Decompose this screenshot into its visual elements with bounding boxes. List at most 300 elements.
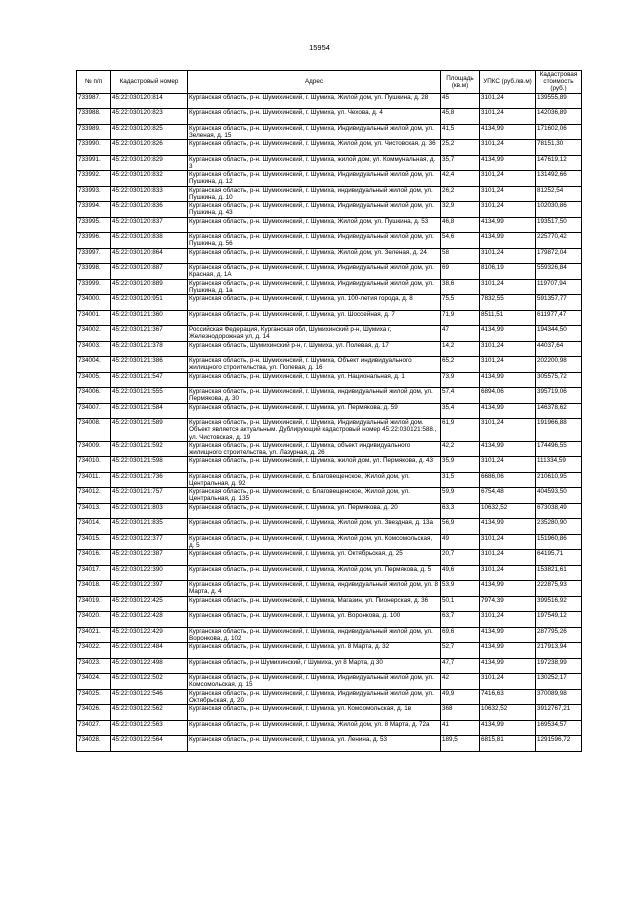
- cell-index: 734021.: [77, 627, 111, 643]
- cell-cadastral-value: 194344,50: [536, 326, 582, 342]
- cell-cadastral-value: 191966,88: [536, 419, 582, 442]
- cell-cadastral-number: 45:22:030120:833: [111, 186, 188, 202]
- table-row: [77, 341, 582, 357]
- cell-index: 734007.: [77, 403, 111, 419]
- table-row: [77, 140, 582, 156]
- cell-area: 71,9: [441, 310, 480, 326]
- cell-address: Курганская область, р-н. Шумихинский, г. Шумиха, объект индивидуального жилищного строительства, ул. Лазурная, д. 26: [188, 441, 441, 457]
- cell-address: Курганская область, р-н Шумихинский, г Шумиха, ул 8 Марта, д 30: [188, 658, 441, 674]
- table-body: [77, 93, 582, 751]
- cell-area: 45,8: [441, 109, 480, 125]
- cell-upks: 7832,55: [480, 295, 536, 311]
- cell-upks: 3101,24: [480, 171, 536, 187]
- cell-cadastral-value: 169534,57: [536, 720, 582, 736]
- cell-area: 35,9: [441, 457, 480, 473]
- cell-index: 733988.: [77, 109, 111, 125]
- table-row: [77, 720, 582, 736]
- cell-area: 58: [441, 248, 480, 264]
- cell-index: 733989.: [77, 124, 111, 140]
- cell-upks: 4134,99: [480, 124, 536, 140]
- table-row: [77, 186, 582, 202]
- cell-upks: 3101,24: [480, 186, 536, 202]
- cell-address: Курганская область, р-н. Шумихинский, г. Шумиха, Жилой дом, ул. Комсомольская, д. 5: [188, 534, 441, 550]
- cell-address: Курганская область, р-н. Шумихинский, г. Шумиха, ул. 100-летия города, д. 8: [188, 295, 441, 311]
- table-row: [77, 295, 582, 311]
- cell-cadastral-value: 171602,06: [536, 124, 582, 140]
- table-row: [77, 155, 582, 171]
- cell-cadastral-number: 45:22:030121:598: [111, 457, 188, 473]
- cell-cadastral-value: 217913,94: [536, 643, 582, 659]
- cell-upks: 3101,24: [480, 419, 536, 442]
- cell-upks: 7974,39: [480, 596, 536, 612]
- cell-cadastral-value: 370089,98: [536, 689, 582, 705]
- cell-area: 54,6: [441, 233, 480, 249]
- cell-index: 734018.: [77, 581, 111, 597]
- cell-cadastral-number: 45:22:030122:498: [111, 658, 188, 674]
- table-row: [77, 612, 582, 628]
- cell-index: 734003.: [77, 341, 111, 357]
- cell-address: Курганская область, р-н. Шумихинский, г. Шумиха, Индивидуальный жилой дом, ул. Пушкина, д. 56: [188, 233, 441, 249]
- cell-address: Курганская область, р-н. Шумихинский, г. Шумиха, Индивидуальный жилой дом, ул. Комсомольская, д. 15: [188, 674, 441, 690]
- cell-address: Курганская область, р-н. Шумихинский, г. Шумиха, индивидуальный жилой дом, ул. Пушкина, д. 10: [188, 186, 441, 202]
- cell-upks: 3101,24: [480, 341, 536, 357]
- cell-upks: 4134,99: [480, 658, 536, 674]
- cell-address: Курганская область, р-н. Шумихинский, г. Шумиха, индивидуальный жилой дом, ул. Воронкова, д. 102: [188, 627, 441, 643]
- cell-cadastral-number: 45:22:030121:835: [111, 519, 188, 535]
- cell-cadastral-value: 81252,54: [536, 186, 582, 202]
- cell-cadastral-value: 130252,17: [536, 674, 582, 690]
- cell-address: Курганская область, р-н. Шумихинский, г. Шумиха, Жилой дом, ул. 8 Марта, д. 72а: [188, 720, 441, 736]
- cell-area: 47: [441, 326, 480, 342]
- cell-upks: 4134,99: [480, 581, 536, 597]
- cell-upks: 4134,99: [480, 519, 536, 535]
- cell-cadastral-value: 64195,71: [536, 550, 582, 566]
- cell-cadastral-value: 404593,50: [536, 488, 582, 504]
- cell-cadastral-number: 45:22:030121:589: [111, 419, 188, 442]
- cell-cadastral-number: 45:22:030120:829: [111, 155, 188, 171]
- cell-index: 733996.: [77, 233, 111, 249]
- cell-cadastral-value: 44037,64: [536, 341, 582, 357]
- cell-index: 734010.: [77, 457, 111, 473]
- cell-cadastral-value: 147619,12: [536, 155, 582, 171]
- cell-cadastral-number: 45:22:030121:555: [111, 388, 188, 404]
- cell-area: 25,2: [441, 140, 480, 156]
- cell-upks: 4134,99: [480, 155, 536, 171]
- cell-cadastral-number: 45:22:030120:889: [111, 279, 188, 295]
- cell-address: Курганская область, Шумихинский р-н, г. Шумиха, ул. Полевая, д. 17: [188, 341, 441, 357]
- cell-area: 57,4: [441, 388, 480, 404]
- table-row: [77, 705, 582, 721]
- cell-upks: 3101,24: [480, 457, 536, 473]
- table-row: [77, 674, 582, 690]
- cell-cadastral-number: 45:22:030122:428: [111, 612, 188, 628]
- cell-cadastral-number: 45:22:030121:584: [111, 403, 188, 419]
- cell-address: Курганская область, р-н. Шумихинский, г. Шумиха, Жилой дом, ул. Пермякова, д. 5: [188, 565, 441, 581]
- cell-cadastral-value: 78151,30: [536, 140, 582, 156]
- cell-cadastral-value: 142036,89: [536, 109, 582, 125]
- cell-area: 63,7: [441, 612, 480, 628]
- table-row: [77, 217, 582, 233]
- cell-cadastral-value: 3912767,21: [536, 705, 582, 721]
- page-number: 15954: [309, 43, 330, 52]
- table-row: [77, 441, 582, 457]
- cell-index: 734002.: [77, 326, 111, 342]
- cell-index: 734004.: [77, 357, 111, 373]
- cell-cadastral-number: 45:22:030122:390: [111, 565, 188, 581]
- table-row: [77, 457, 582, 473]
- cell-index: 734015.: [77, 534, 111, 550]
- cell-address: Курганская область, р-н. Шумихинский, с. Благовещенское, Жилой дом, ул. Центральная, д. 92: [188, 472, 441, 488]
- cell-upks: 3101,24: [480, 565, 536, 581]
- table-row: [77, 326, 582, 342]
- table-row: [77, 403, 582, 419]
- table-row: [77, 233, 582, 249]
- cell-upks: 8106,19: [480, 264, 536, 280]
- cell-cadastral-value: 611977,47: [536, 310, 582, 326]
- cell-index: 734006.: [77, 388, 111, 404]
- cell-cadastral-value: 305575,72: [536, 372, 582, 388]
- cell-index: 734011.: [77, 472, 111, 488]
- cell-area: 73,9: [441, 372, 480, 388]
- cell-index: 734008.: [77, 419, 111, 442]
- table-row: [77, 472, 582, 488]
- cell-cadastral-number: 45:22:030120:864: [111, 248, 188, 264]
- header-address: Адрес: [188, 71, 441, 94]
- cell-cadastral-number: 45:22:030120:887: [111, 264, 188, 280]
- cell-address: Курганская область, р-н. Шумихинский, г. Шумиха, ул. Октябрьская, д. 25: [188, 550, 441, 566]
- cell-area: 42,4: [441, 171, 480, 187]
- cell-index: 734027.: [77, 720, 111, 736]
- header-area: Площадь (кв.м): [441, 71, 480, 94]
- cell-index: 733999.: [77, 279, 111, 295]
- cell-cadastral-value: 222875,93: [536, 581, 582, 597]
- cell-upks: 3101,24: [480, 674, 536, 690]
- table-row: [77, 550, 582, 566]
- cell-area: 52,7: [441, 643, 480, 659]
- cell-area: 75,5: [441, 295, 480, 311]
- cell-address: Курганская область, р-н. Шумихинский, г. Шумиха, ул. Национальная, д. 1: [188, 372, 441, 388]
- cell-area: 63,3: [441, 503, 480, 519]
- cell-area: 49,9: [441, 689, 480, 705]
- table-row: [77, 643, 582, 659]
- cell-cadastral-value: 673038,49: [536, 503, 582, 519]
- cell-cadastral-number: 45:22:030121:386: [111, 357, 188, 373]
- cell-upks: 3101,24: [480, 109, 536, 125]
- table-header-row: [77, 71, 582, 94]
- cell-address: Курганская область, р-н. Шумихинский, г. Шумиха, Индивидуальный жилой дом, ул. Октябрьская, д. 20: [188, 689, 441, 705]
- cell-upks: 6894,06: [480, 388, 536, 404]
- cell-upks: 4134,99: [480, 326, 536, 342]
- cell-cadastral-number: 45:22:030121:803: [111, 503, 188, 519]
- cell-cadastral-number: 45:22:030122:546: [111, 689, 188, 705]
- cadastral-table: [76, 70, 582, 752]
- cell-area: 35,7: [441, 155, 480, 171]
- cell-cadastral-value: 210610,95: [536, 472, 582, 488]
- cell-upks: 4134,99: [480, 720, 536, 736]
- cell-upks: 4134,99: [480, 403, 536, 419]
- cell-cadastral-number: 45:22:030122:564: [111, 736, 188, 752]
- cell-cadastral-number: 45:22:030122:429: [111, 627, 188, 643]
- table-row: [77, 736, 582, 752]
- cell-index: 734009.: [77, 441, 111, 457]
- cell-cadastral-value: 197238,99: [536, 658, 582, 674]
- cell-area: 32,9: [441, 202, 480, 218]
- cell-address: Курганская область, р-н. Шумихинский, г. Шумиха, ул. Чехова, д. 4: [188, 109, 441, 125]
- table-row: [77, 279, 582, 295]
- cell-area: 50,1: [441, 596, 480, 612]
- cell-index: 733991.: [77, 155, 111, 171]
- cell-cadastral-number: 45:22:030122:502: [111, 674, 188, 690]
- table-row: [77, 202, 582, 218]
- cell-index: 733990.: [77, 140, 111, 156]
- cell-cadastral-value: 139555,89: [536, 93, 582, 109]
- table-row: [77, 689, 582, 705]
- cell-area: 56,9: [441, 519, 480, 535]
- cell-cadastral-number: 45:22:030122:377: [111, 534, 188, 550]
- table-row: [77, 596, 582, 612]
- cell-index: 734023.: [77, 658, 111, 674]
- cell-cadastral-value: 111334,59: [536, 457, 582, 473]
- cell-upks: 3101,24: [480, 140, 536, 156]
- cell-cadastral-value: 151960,86: [536, 534, 582, 550]
- cell-cadastral-number: 45:22:030120:837: [111, 217, 188, 233]
- cell-address: Курганская область, р-н. Шумихинский, г. Шумиха, Индивидуальный жилой дом, ул. Зеленая, д. 15: [188, 124, 441, 140]
- cell-index: 733993.: [77, 186, 111, 202]
- cell-area: 42,2: [441, 441, 480, 457]
- cell-cadastral-number: 45:22:030120:951: [111, 295, 188, 311]
- cell-index: 734020.: [77, 612, 111, 628]
- cell-upks: 3101,24: [480, 279, 536, 295]
- cell-upks: 6686,06: [480, 472, 536, 488]
- table-row: [77, 264, 582, 280]
- cell-upks: 10632,52: [480, 705, 536, 721]
- cell-cadastral-value: 193517,50: [536, 217, 582, 233]
- cell-index: 734024.: [77, 674, 111, 690]
- cell-area: 14,2: [441, 341, 480, 357]
- cell-area: 20,7: [441, 550, 480, 566]
- cell-address: Курганская область, р-н. Шумихинский, г. Шумиха, Магазин, ул. Пионерская, д. 36: [188, 596, 441, 612]
- cell-address: Курганская область, р-н. Шумихинский, г. Шумиха, Индивидуальный жилой дом, ул. Пушкина, д. 43: [188, 202, 441, 218]
- cell-area: 69: [441, 264, 480, 280]
- cell-cadastral-number: 45:22:030121:736: [111, 472, 188, 488]
- table-row: [77, 581, 582, 597]
- cell-index: 734012.: [77, 488, 111, 504]
- table-row: [77, 658, 582, 674]
- cell-area: 47,7: [441, 658, 480, 674]
- cell-upks: 4134,99: [480, 627, 536, 643]
- cell-upks: 3101,24: [480, 612, 536, 628]
- cell-cadastral-value: 287795,26: [536, 627, 582, 643]
- cell-area: 35,4: [441, 403, 480, 419]
- cell-area: 46,8: [441, 217, 480, 233]
- cell-cadastral-value: 399516,92: [536, 596, 582, 612]
- cell-upks: 3101,24: [480, 248, 536, 264]
- cell-upks: 4134,99: [480, 643, 536, 659]
- cell-cadastral-value: 146378,62: [536, 403, 582, 419]
- cell-upks: 3101,24: [480, 357, 536, 373]
- cell-upks: 3101,24: [480, 534, 536, 550]
- cell-address: Курганская область, р-н. Шумихинский, г. Шумиха, жилой дом, ул. Коммунальная, д. 3: [188, 155, 441, 171]
- cell-address: Курганская область, р-н. Шумихинский, г. Шумиха, Индивидуальный жилой дом, ул. Пушкина, д. 12: [188, 171, 441, 187]
- cell-upks: 6815,81: [480, 736, 536, 752]
- cell-upks: 7416,63: [480, 689, 536, 705]
- cell-area: 31,5: [441, 472, 480, 488]
- table-row: [77, 565, 582, 581]
- header-cadastral-value: Кадастровая стоимость (руб.): [536, 71, 582, 94]
- cell-upks: 3101,24: [480, 93, 536, 109]
- cell-address: Курганская область, р-н. Шумихинский, г. Шумиха, Объект индивидуального жилищного строительства, ул. Полевая, д. 16: [188, 357, 441, 373]
- cell-index: 734019.: [77, 596, 111, 612]
- cell-cadastral-number: 45:22:030120:826: [111, 140, 188, 156]
- cell-index: 733987.: [77, 93, 111, 109]
- cell-cadastral-number: 45:22:030120:823: [111, 109, 188, 125]
- cell-cadastral-number: 45:22:030122:425: [111, 596, 188, 612]
- cell-cadastral-number: 45:22:030122:387: [111, 550, 188, 566]
- table-row: [77, 124, 582, 140]
- cell-address: Курганская область, р-н. Шумихинский, г. Шумиха, ул. Воронкова, д. 100: [188, 612, 441, 628]
- cell-area: 42: [441, 674, 480, 690]
- cell-cadastral-value: 1291596,72: [536, 736, 582, 752]
- cell-area: 69,6: [441, 627, 480, 643]
- cell-cadastral-value: 197549,12: [536, 612, 582, 628]
- cell-cadastral-number: 45:22:030122:563: [111, 720, 188, 736]
- cell-area: 53,9: [441, 581, 480, 597]
- header-upks: УПКС (руб./кв.м): [480, 71, 536, 94]
- cell-index: 733998.: [77, 264, 111, 280]
- cell-area: 49: [441, 534, 480, 550]
- cell-upks: 4134,99: [480, 233, 536, 249]
- cell-index: 734000.: [77, 295, 111, 311]
- cell-index: 734026.: [77, 705, 111, 721]
- cell-upks: 3101,24: [480, 202, 536, 218]
- cell-cadastral-number: 45:22:030121:367: [111, 326, 188, 342]
- cell-area: 59,9: [441, 488, 480, 504]
- cell-address: Курганская область, р-н. Шумихинский, г. Шумиха, ул. Пермякова, д. 59: [188, 403, 441, 419]
- cell-address: Курганская область, р-н. Шумихинский, г. Шумиха, Индивидуальный жилой дом, ул. Красная, д. 1А: [188, 264, 441, 280]
- cell-cadastral-number: 45:22:030122:562: [111, 705, 188, 721]
- cell-upks: 4134,99: [480, 441, 536, 457]
- table-row: [77, 503, 582, 519]
- cell-upks: 6754,48: [480, 488, 536, 504]
- cell-address: Курганская область, р-н. Шумихинский, г. Шумиха, ул. Комсомольская, д. 1в: [188, 705, 441, 721]
- table-row: [77, 419, 582, 442]
- cell-area: 41: [441, 720, 480, 736]
- cell-area: 189,5: [441, 736, 480, 752]
- cell-address: Курганская область, р-н. Шумихинский, г. Шумиха, ул. Ленина, д. 53: [188, 736, 441, 752]
- cell-cadastral-value: 559326,84: [536, 264, 582, 280]
- cell-cadastral-value: 131492,66: [536, 171, 582, 187]
- cell-cadastral-value: 179872,04: [536, 248, 582, 264]
- table-row: [77, 357, 582, 373]
- cell-index: 733994.: [77, 202, 111, 218]
- table-row: [77, 310, 582, 326]
- cell-address: Курганская область, р-н. Шумихинский, г. Шумиха, Жилой дом, ул. Звездная, д. 13а: [188, 519, 441, 535]
- table-row: [77, 171, 582, 187]
- cell-upks: 4134,99: [480, 372, 536, 388]
- cell-cadastral-value: 225770,42: [536, 233, 582, 249]
- cell-cadastral-number: 45:22:030121:592: [111, 441, 188, 457]
- table-row: [77, 388, 582, 404]
- header-cadastral-number: Кадастровый номер: [111, 71, 188, 94]
- cell-address: Курганская область, р-н. Шумихинский, г. Шумиха, жилой дом, ул. Пермякова, д. 43: [188, 457, 441, 473]
- cell-index: 734013.: [77, 503, 111, 519]
- cell-address: Курганская область, р-н. Шумихинский, г. Шумиха, Жилой дом, ул. Пушкина, д. 28: [188, 93, 441, 109]
- cell-cadastral-number: 45:22:030120:838: [111, 233, 188, 249]
- cell-index: 733995.: [77, 217, 111, 233]
- cell-index: 734025.: [77, 689, 111, 705]
- cell-cadastral-number: 45:22:030122:397: [111, 581, 188, 597]
- cell-cadastral-value: 235280,90: [536, 519, 582, 535]
- table-row: [77, 109, 582, 125]
- cell-cadastral-number: 45:22:030120:825: [111, 124, 188, 140]
- cell-address: Российская Федерация, Курганская обл, Шумихинский р-н, Шумиха г, Железнодорожная ул, д. 14: [188, 326, 441, 342]
- cell-area: 26,2: [441, 186, 480, 202]
- cell-index: 734005.: [77, 372, 111, 388]
- cell-address: Курганская область, р-н. Шумихинский, г. Шумиха, ул. 8 Марта, д. 32: [188, 643, 441, 659]
- cell-area: 65,2: [441, 357, 480, 373]
- cell-address: Курганская область, р-н. Шумихинский, г. Шумиха, Жилой дом, ул. Пушкина, д. 53: [188, 217, 441, 233]
- cell-cadastral-value: 119707,94: [536, 279, 582, 295]
- cell-index: 734014.: [77, 519, 111, 535]
- cell-cadastral-number: 45:22:030121:378: [111, 341, 188, 357]
- cell-address: Курганская область, р-н. Шумихинский, г. Шумиха, Жилой дом, ул. Зеленая, д. 24: [188, 248, 441, 264]
- cell-cadastral-number: 45:22:030121:757: [111, 488, 188, 504]
- cell-index: 734017.: [77, 565, 111, 581]
- cell-area: 41,5: [441, 124, 480, 140]
- cell-address: Курганская область, р-н. Шумихинский, г. Шумиха, Индивидуальный жилой дом, ул. Пушкина, д. 1а: [188, 279, 441, 295]
- cell-cadastral-value: 102030,86: [536, 202, 582, 218]
- cell-upks: 3101,24: [480, 550, 536, 566]
- cell-cadastral-number: 45:22:030120:832: [111, 171, 188, 187]
- cell-cadastral-number: 45:22:030122:484: [111, 643, 188, 659]
- cell-address: Курганская область, р-н. Шумихинский, г. Шумиха, Индивидуальный жилой дом. Объект является актуальным. Дублирующий кадастровый номер 45:22:030121:588., ул. Чистовская, д. 19: [188, 419, 441, 442]
- cell-cadastral-value: 591357,77: [536, 295, 582, 311]
- cell-area: 61,9: [441, 419, 480, 442]
- cell-area: 368: [441, 705, 480, 721]
- cell-index: 734022.: [77, 643, 111, 659]
- header-index: № п/п: [77, 71, 111, 94]
- table-row: [77, 372, 582, 388]
- cell-area: 45: [441, 93, 480, 109]
- cell-index: 734028.: [77, 736, 111, 752]
- cell-cadastral-number: 45:22:030121:547: [111, 372, 188, 388]
- cell-address: Курганская область, р-н. Шумихинский, г. Шумиха, ул. Пермякова, д. 20: [188, 503, 441, 519]
- cell-address: Курганская область, р-н. Шумихинский, с. Благовещенское, Жилой дом, ул. Центральная, д. 135: [188, 488, 441, 504]
- cell-cadastral-number: 45:22:030120:814: [111, 93, 188, 109]
- cell-address: Курганская область, р-н. Шумихинский, г. Шумиха, индивидуальный жилой дом, ул. 8 Марта, д. 4: [188, 581, 441, 597]
- table-row: [77, 488, 582, 504]
- cell-area: 38,6: [441, 279, 480, 295]
- table-row: [77, 248, 582, 264]
- cell-address: Курганская область, р-н. Шумихинский, г. Шумиха, Жилой дом, ул. Чистовская, д. 36: [188, 140, 441, 156]
- cell-cadastral-value: 174496,55: [536, 441, 582, 457]
- cell-index: 733997.: [77, 248, 111, 264]
- cell-index: 734001.: [77, 310, 111, 326]
- cell-cadastral-value: 395719,06: [536, 388, 582, 404]
- table-row: [77, 534, 582, 550]
- cell-cadastral-value: 202200,98: [536, 357, 582, 373]
- table-row: [77, 93, 582, 109]
- table-row: [77, 519, 582, 535]
- cell-cadastral-number: 45:22:030121:360: [111, 310, 188, 326]
- cell-address: Курганская область, р-н. Шумихинский, г. Шумиха, индивидуальный жилой дом, ул. Пермякова, д. 30: [188, 388, 441, 404]
- cell-area: 49,6: [441, 565, 480, 581]
- cell-index: 733992.: [77, 171, 111, 187]
- cell-address: Курганская область, р-н. Шумихинский, г. Шумиха, ул. Шоссейная, д. 7: [188, 310, 441, 326]
- cell-cadastral-value: 153821,61: [536, 565, 582, 581]
- cell-upks: 4134,99: [480, 217, 536, 233]
- table-row: [77, 627, 582, 643]
